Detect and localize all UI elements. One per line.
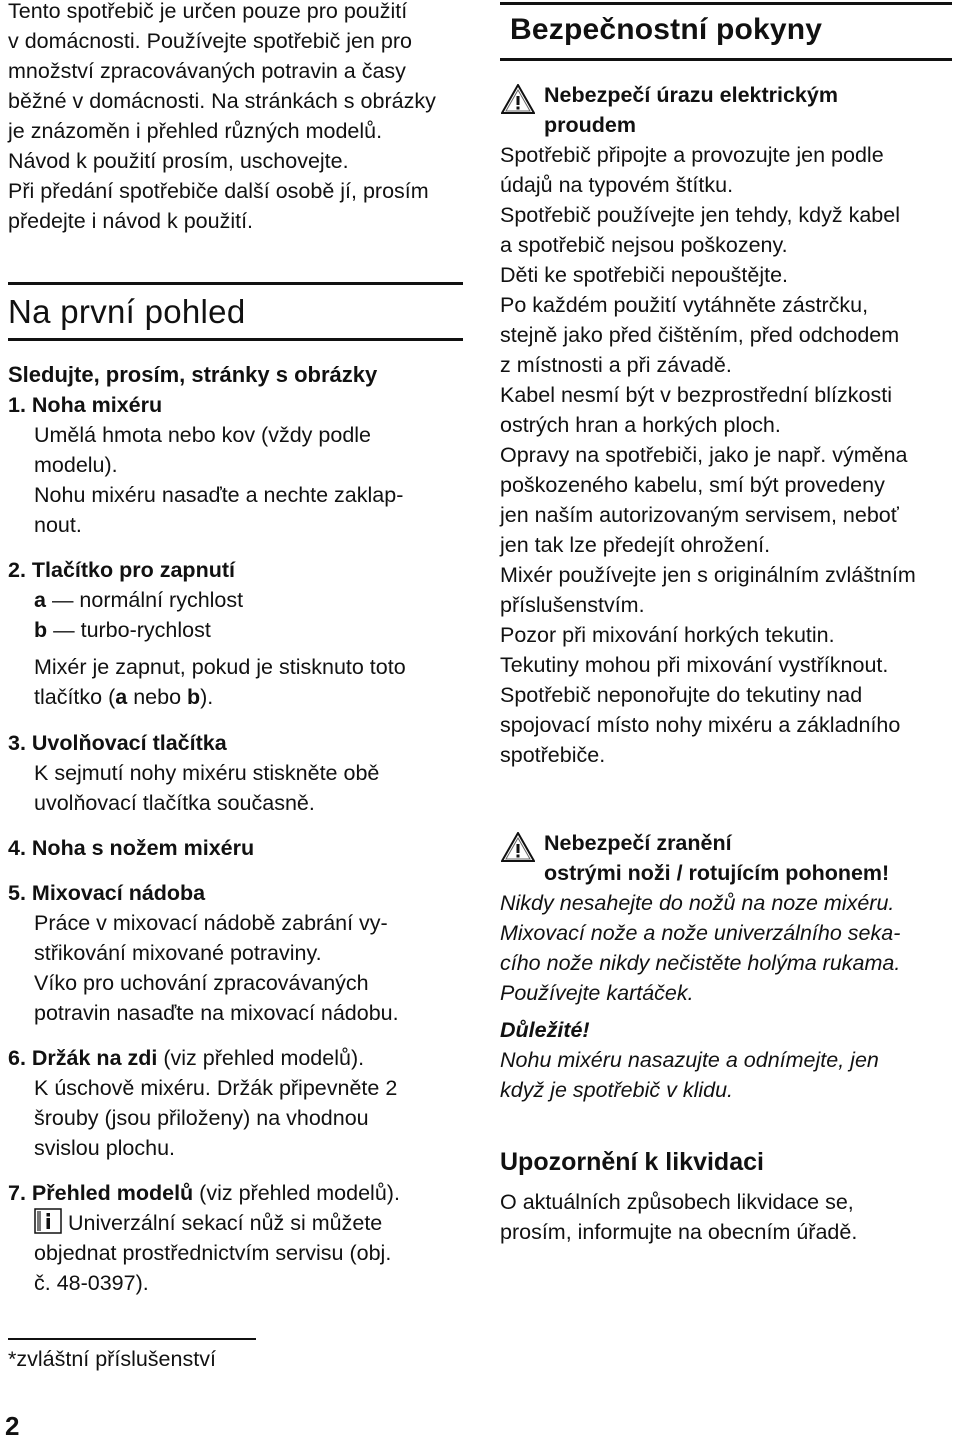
safety-text: příslušenstvím. [500,593,645,617]
item-title: 7. Přehled modelů [8,1181,194,1205]
item-title: 1. Noha mixéru [8,393,163,417]
section-rule-top [500,2,952,5]
safety-text: poškozeného kabelu, smí být provedeny [500,473,885,497]
list-item [8,833,468,863]
safety-text: Používejte kartáček. [500,981,694,1005]
intro-line: běžné v domácnosti. Na stránkách s obrázky [8,89,436,113]
item-text: svislou plochu. [34,1136,176,1160]
safety-text: Mixovací nože a nože univerzálního seka- [500,921,901,945]
option-key: b [34,618,48,642]
intro-text [8,0,463,236]
important-label: Důležité! [500,1018,590,1042]
item-title-row [8,1043,468,1073]
intro-line: předejte i návod k použití. [8,209,254,233]
item-title: 2. Tlačítko pro zapnutí [8,558,235,582]
warning-blades [500,828,960,1105]
safety-text: Spotřebič připojte a provozujte jen podle [500,143,884,167]
item-text: Víko pro uchování zpracovávaných [34,971,369,995]
item-title-suffix: (viz přehled modelů). [193,1181,400,1205]
intro-line: Návod k použití prosím, uschovejte. [8,149,349,173]
safety-text: Spotřebič používejte jen tehdy, když kabel [500,203,900,227]
item-text: potravin nasaďte na mixovací nádobu. [34,1001,399,1025]
section-rule-bottom [500,58,952,61]
item-text: Mixér je zapnut, pokud je stisknuto toto [34,655,406,679]
safety-text: z místnosti a při závadě. [500,353,732,377]
option-text: turbo-rychlost [80,618,211,642]
warning-electric [500,80,960,770]
item-text: K sejmutí nohy mixéru stiskněte obě [34,761,380,785]
list-item [8,878,468,1028]
item-text: nout. [34,513,82,537]
safety-text: Tekutiny mohou při mixování vystříknout. [500,653,889,677]
item-text: šrouby (jsou přiloženy) na vhodnou [34,1106,369,1130]
safety-text: ostrých hran a horkých ploch. [500,413,781,437]
list-item [8,728,468,818]
section-heading-first-look: Na první pohled [8,293,246,330]
item-text: objednat prostřednictvím servisu (obj. [34,1241,392,1265]
item-title: 5. Mixovací nádoba [8,881,206,905]
list-item [8,555,468,712]
safety-text: jen tak lze předejít ohrožení. [500,533,771,557]
safety-text: a spotřebič nejsou poškozeny. [500,233,788,257]
list-item [8,1178,468,1298]
option-key: a [34,588,46,612]
item-text: uvolňovací tlačítka současně. [34,791,315,815]
footnote: *zvláštní příslušenství [8,1347,216,1371]
item-text: střikování mixované potraviny. [34,941,322,965]
subheading: Sledujte, prosím, stránky s obrázky [8,362,378,387]
warning-title: Nebezpečí úrazu elektrickým proudem [500,80,960,140]
item-title: 3. Uvolňovací tlačítka [8,731,227,755]
safety-text: Děti ke spotřebiči nepouštějte. [500,263,789,287]
safety-text: spojovací místo nohy mixéru a základního [500,713,901,737]
list-item [8,1043,468,1163]
option-text: normální rychlost [79,588,244,612]
warning-triangle-icon [501,84,535,114]
safety-text: Nohu mixéru nasazujte a odnímejte, jen [500,1048,879,1072]
safety-text: stejně jako před čištěním, před odchodem [500,323,900,347]
section-heading-disposal: Upozornění k likvidaci [500,1148,764,1176]
footnote-rule [8,1338,256,1340]
item-text: modelu). [34,453,118,477]
warning-triangle-icon [501,832,535,862]
item-text: Nohu mixéru nasaďte a nechte zaklap- [34,483,404,507]
safety-text: Pozor při mixování horkých tekutin. [500,623,835,647]
page-number: 2 [5,1411,20,1441]
safety-text: Nikdy nesahejte do nožů na noze mixéru. [500,891,895,915]
item-text: tlačítko (a nebo b). [34,685,214,709]
item-title: 4. Noha s nožem mixéru [8,836,255,860]
safety-text: údajů na typovém štítku. [500,173,734,197]
info-line [8,1208,468,1238]
item-text: Univerzální sekací nůž si můžete [68,1211,383,1235]
safety-text: Spotřebič neponořujte do tekutiny nad [500,683,863,707]
intro-line: Při předání spotřebiče další osobě jí, prosím [8,179,429,203]
item-text: č. 48-0397). [34,1271,149,1295]
item-title: 6. Držák na zdi [8,1046,158,1070]
intro-line: v domácnosti. Používejte spotřebič jen pro [8,29,412,53]
intro-line: je znázoměn i přehled různých modelů. [8,119,383,143]
warning-title: Nebezpečí zranění ostrými noži / rotujícím pohonem! [500,828,960,888]
speed-option-b: b — turbo-rychlost [34,618,211,642]
disposal-section [500,1147,960,1247]
safety-text: Po každém použití vytáhněte zástrčku, [500,293,869,317]
speed-option-a: a — normální rychlost [34,588,244,612]
section-heading-safety: Bezpečnostní pokyny [510,13,823,46]
intro-line: množství zpracovávaných potravin a časy [8,59,406,83]
item-text: Umělá hmota nebo kov (vždy podle [34,423,372,447]
safety-text: jen naším autorizovaným servisem, neboť [500,503,899,527]
info-icon [34,1208,62,1234]
item-title-row [8,1178,468,1208]
safety-text: Opravy na spotřebiči, jako je např. výměna [500,443,908,467]
safety-text: Kabel nesmí být v bezprostřední blízkosti [500,383,892,407]
safety-text: Mixér používejte jen s originálním zvláštním [500,563,916,587]
item-text: K úschově mixéru. Držák připevněte 2 [34,1076,398,1100]
item-title-suffix: (viz přehled modelů). [157,1046,365,1070]
disposal-text: O aktuálních způsobech likvidace se, [500,1190,854,1214]
list-item [8,390,468,540]
section-rule-bottom [8,338,463,341]
safety-text: když je spotřebič v klidu. [500,1078,734,1102]
disposal-text: prosím, informujte na obecním úřadě. [500,1220,858,1244]
intro-line: Tento spotřebič je určen pouze pro použití [8,0,408,23]
section-rule-top [8,282,463,285]
safety-text: cího nože nikdy nečistěte holýma rukama. [500,951,901,975]
item-text: Práce v mixovací nádobě zabrání vy- [34,911,388,935]
safety-text: spotřebiče. [500,743,606,767]
